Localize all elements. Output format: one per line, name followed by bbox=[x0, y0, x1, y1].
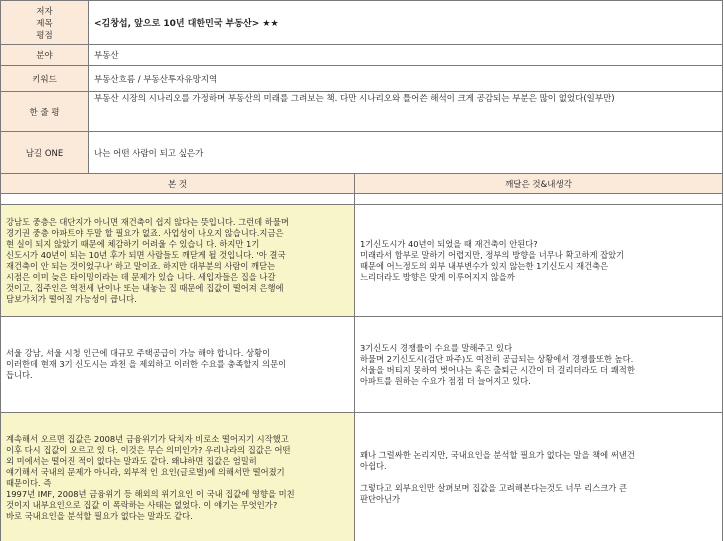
realized-line: 3기신도시 경쟁률이 수요를 말해주고 있다 bbox=[360, 342, 513, 353]
seen-text-3 bbox=[1, 413, 355, 541]
seen-line: 강남도 중층은 대단지가 아니면 재건축이 쉽지 않다는 뜻입니다. 그런데 하물며 bbox=[6, 216, 289, 227]
seen-line: 신도시가 40년이 되는 10년 후가 되면 사람들도 깨닫게 될 것입니다. '아 결국 bbox=[6, 249, 286, 260]
seen-line: 외 미에서는 떨어진 적이 없다는 말과도 같다. 왜냐하면 집값은 엄밀히 bbox=[6, 455, 257, 466]
field-row bbox=[1, 45, 723, 66]
one-row bbox=[1, 132, 723, 174]
seen-line: 1997년 IMF, 2008년 금융위기 등 해외의 위기요인 이 국내 집값에 영향을 미친 bbox=[6, 488, 295, 499]
seen-line: 듭니다. bbox=[6, 370, 33, 380]
seen-header: 본 것 bbox=[1, 174, 355, 194]
column-header-row bbox=[1, 174, 723, 194]
seen-text-1 bbox=[1, 205, 355, 317]
realized-line: 서울을 버티지 못하여 벗어나는 혹은 출퇴근 시간이 더 걸리더라도 더 쾌적한 bbox=[360, 364, 635, 375]
keyword-value: 부동산흐름 / 부동산투자유망지역 bbox=[89, 66, 723, 92]
seen-line: 계속해서 오르면 집값은 2008년 금융위기가 닥치자 비로소 떨어지기 시작했고 bbox=[6, 433, 289, 444]
spacer-row bbox=[1, 194, 723, 205]
realized-header: 깨달은 것&내생각 bbox=[355, 174, 723, 194]
realized-text-3 bbox=[355, 413, 723, 541]
review-value: 부동산 시장의 시나리오를 가정하며 부동산의 미래를 그려보는 책. 다만 시나리오와 틀어쓴 해석이 크게 공감되는 부분은 많이 없었다(일부만) bbox=[89, 92, 723, 132]
realized-line: 느리더라도 방향은 맞게 이루어지지 않을까 bbox=[360, 271, 515, 282]
author-title-rating-label bbox=[1, 1, 89, 45]
seen-line: 현 실이 되지 않았기 때문에 체감하기 어려울 수 있습니 다. 하지만 1기 bbox=[6, 238, 260, 249]
spacer-left bbox=[1, 194, 355, 205]
realized-line: 판단아닌가 bbox=[360, 494, 401, 504]
realized-line: 1기신도시가 40년이 되었을 때 재건축이 안된다? bbox=[360, 238, 538, 249]
rating-label: 평점 bbox=[36, 30, 53, 41]
seen-text-2 bbox=[1, 317, 355, 413]
note-row-3 bbox=[1, 413, 723, 541]
seen-line: 서울 강남, 서울 시청 인근에 대규모 주택공급이 가능 해야 합니다. 상황이 bbox=[6, 348, 271, 358]
one-label: 남길 ONE bbox=[1, 132, 89, 174]
one-value: 나는 어떤 사람이 되고 싶은가 bbox=[89, 132, 723, 174]
seen-line: 이러한데 현재 3기 신도시는 과천 을 제외하고 이러한 수요를 충족할지 의문이 bbox=[6, 359, 287, 369]
review-row bbox=[1, 92, 723, 132]
author-label: 저자 bbox=[36, 6, 53, 17]
note-row-2 bbox=[1, 317, 723, 413]
realized-line: 때문에 어느정도의 외부 내부변수가 있지 않는한 1기신도시 재건축은 bbox=[360, 260, 609, 271]
seen-line: 것이지 내부요인으로 집값 이 폭락하는 사태는 없었다. 이 얘기는 무엇인가? bbox=[6, 499, 278, 510]
realized-line bbox=[360, 472, 717, 483]
spacer-right bbox=[355, 194, 723, 205]
seen-line: 때문이다. 즉 bbox=[6, 477, 52, 488]
realized-line: 아파트를 원하는 수요가 점점 더 늘어지고 있다. bbox=[360, 375, 531, 386]
review-label: 한 줄 평 bbox=[1, 92, 89, 132]
seen-line: 얘기해서 국내의 문제가 아니라, 외부적 인 요인(글로벌)에 의해서만 떨어졌기 bbox=[6, 466, 285, 477]
seen-line: 바로 국내요인을 분석할 필요가 없다는 말과도 같다. bbox=[6, 510, 193, 521]
seen-line: 것이고, 집주인은 역전세 난이나 또는 내놓는 집 때문에 집값이 떨어져 은행에 bbox=[6, 282, 284, 293]
title-label: 제목 bbox=[36, 18, 53, 29]
realized-text-1 bbox=[355, 205, 723, 317]
realized-line: 그렇다고 외부요인만 살펴보며 집값을 고려해본다는것도 너무 리스크가 큰 bbox=[360, 483, 627, 493]
seen-line: 이후 다시 집값이 오르고 있 다. 이것은 무슨 의미인가? 우리나라의 집값은 어떤 bbox=[6, 444, 291, 455]
seen-line: 재건축이 안 되는 것이었구나' 하고 말이죠. 하지만 대부분의 사람이 깨닫는 bbox=[6, 260, 276, 271]
realized-line: 아쉽다. bbox=[360, 461, 387, 471]
keyword-label: 키워드 bbox=[1, 66, 89, 92]
field-label: 분야 bbox=[1, 45, 89, 66]
seen-line: 시점은 이미 늦은 타이밍이라는 데 문제가 있습 니다. 세입자들은 집을 나갈 bbox=[6, 271, 276, 282]
field-value: 부동산 bbox=[89, 45, 723, 66]
note-row-1 bbox=[1, 205, 723, 317]
keyword-row bbox=[1, 66, 723, 92]
realized-line: 하물며 2기신도시(검단 파주)도 여전히 공급되는 상황에서 경쟁률또한 높다. bbox=[360, 353, 634, 364]
realized-line: 꽤나 그럴싸한 논리지만, 국내요인을 분석할 필요가 없다는 말을 책에 써낸건 bbox=[360, 450, 635, 460]
seen-line: 담보가치가 떨어질 가능성이 큽니다. bbox=[6, 293, 137, 304]
book-title: <김창섭, 앞으로 10년 대한민국 부동산> ★★ bbox=[89, 1, 723, 45]
seen-line: 경기권 중층 아파트야 두말 할 필요가 없죠. 사업성이 나오지 않습니다.지금은 bbox=[6, 227, 284, 238]
title-row bbox=[1, 1, 723, 45]
realized-text-2 bbox=[355, 317, 723, 413]
realized-line: 미래라서 함부로 말하기 어렵지만, 정부의 방향을 너무나 확고하게 잡았기 bbox=[360, 249, 625, 260]
